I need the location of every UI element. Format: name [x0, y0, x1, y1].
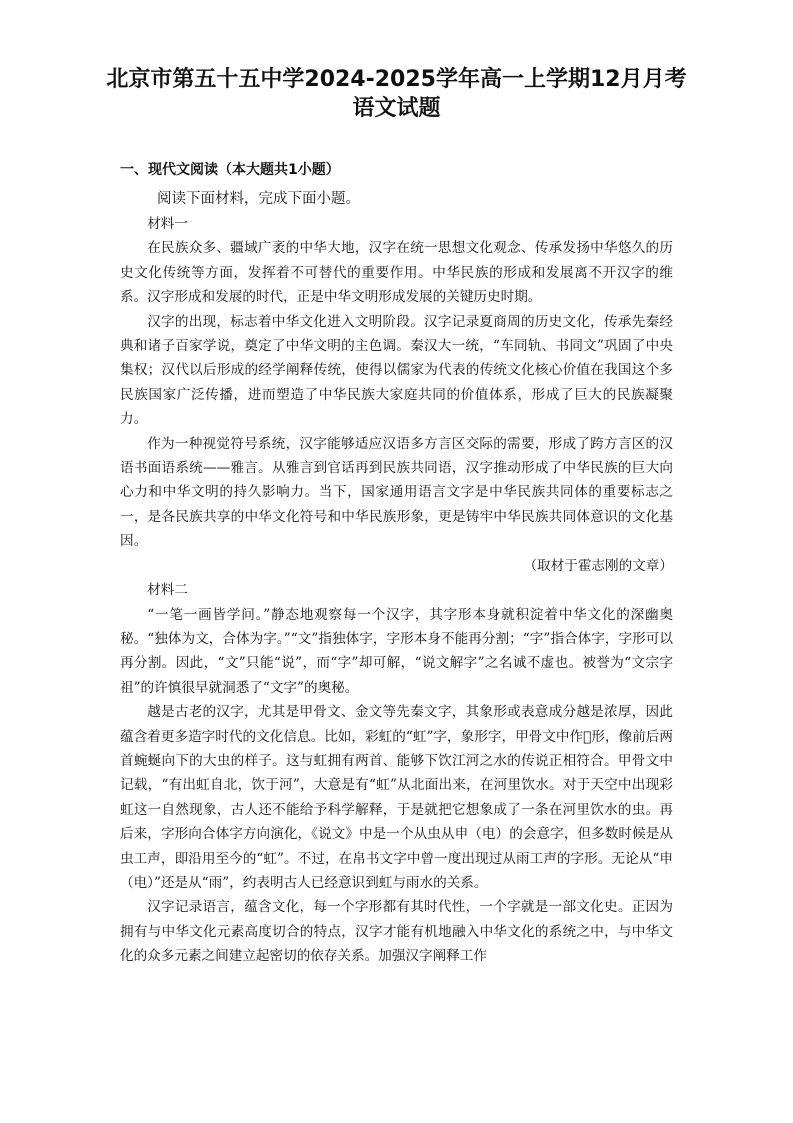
- reading-passage: [120, 212, 673, 969]
- material2-paragraph-1: “一笔一画皆学问。”静态地观察每一个汉字，其字形本身就积淀着中华文化的深幽奥秘。“独体为文，合体为字。”“文”指独体字，字形本身不能再分割；“字”指合体字，字形可以再分割。因此，“文”只能“说”，而“字”却可解，“说文解字”之名诚不虚也。被誉为“文宗字祖”的许慎很早就洞悉了“文字”的奥秘。: [120, 606, 673, 696]
- section-heading: 一、现代文阅读（本大题共1小题）: [120, 162, 340, 178]
- reading-instruction: 阅读下面材料，完成下面小题。: [157, 191, 360, 207]
- material1-source: （取材于霍志刚的文章）: [523, 557, 673, 574]
- material2-label: 材料二: [147, 582, 188, 599]
- material2-paragraph-2: 越是古老的汉字，尤其是甲骨文、金文等先秦文字，其象形或表意成分越是浓厚，因此蕴含着更多造字时代的文化信息。比如，彩虹的“虹”字，象形字，甲骨文中作𠄧形，像前后两首蜿蜒向下的大虫的样子。这与虹拥有两首、能够下饮江河之水的传说正相符合。甲骨文中记载，“有出虹自北，饮于河”，大意是有“虹”从北面出来，在河里饮水。对于天空中出现彩虹这一自然现象，古人还不能给予科学解释，于是就把它想象成了一条在河里饮水的虫。再后来，字形向合体字方向演化，《说文》中是一个从虫从申（电）的会意字，但多数时候是从虫工声，即沿用至今的“虹”。不过，在帛书文字中曾一度出现过从雨工声的字形。无论从“申（电）”还是从“雨”，约表明古人已经意识到虹与雨水的关系。: [120, 704, 673, 891]
- material1-paragraph-1: 在民族众多、疆域广袤的中华大地，汉字在统一思想文化观念、传承发扬中华悠久的历史文化传统等方面，发挥着不可替代的重要作用。中华民族的形成和发展离不开汉字的维系。汉字形成和发展的时代，正是中华文明形成发展的关键历史时期。: [120, 240, 673, 306]
- document-subtitle: 语文试题: [352, 96, 441, 121]
- material1-label: 材料一: [147, 216, 188, 232]
- document-title: 北京市第五十五中学2024-2025学年高一上学期12月月考: [106, 67, 687, 92]
- material1-paragraph-2: 汉字的出现，标志着中华文化进入文明阶段。汉字记录夏商周的历史文化，传承先秦经典和诸子百家学说，奠定了中华文明的主色调。秦汉大一统，“车同轨、书同文”巩固了中央集权；汉代以后形成的经学阐释传统，使得以儒家为代表的传统文化核心价值在我国这个多民族国家广泛传播，进而塑造了中华民族大家庭共同的价值体系，形成了巨大的民族凝聚力。: [120, 313, 673, 428]
- material2-paragraph-3: 汉字记录语言，蕴含文化，每一个字形都有其时代性，一个字就是一部文化史。正因为拥有与中华文化元素高度切合的特点，汉字才能有机地融入中华文化的系统之中，与中华文化的众多元素之间建立起密切的依存关系。加强汉字阐释工作: [120, 899, 673, 965]
- material1-paragraph-3: 作为一种视觉符号系统，汉字能够适应汉语多方言区交际的需要，形成了跨方言区的汉语书面语系统——雅言。从雅言到官话再到民族共同语，汉字推动形成了中华民族的巨大向心力和中华文明的持久影响力。当下，国家通用语言文字是中华民族共同体的重要标志之一，是各民族共享的中华文化符号和中华民族形象，更是铸牢中华民族共同体意识的文化基因。: [120, 435, 673, 550]
